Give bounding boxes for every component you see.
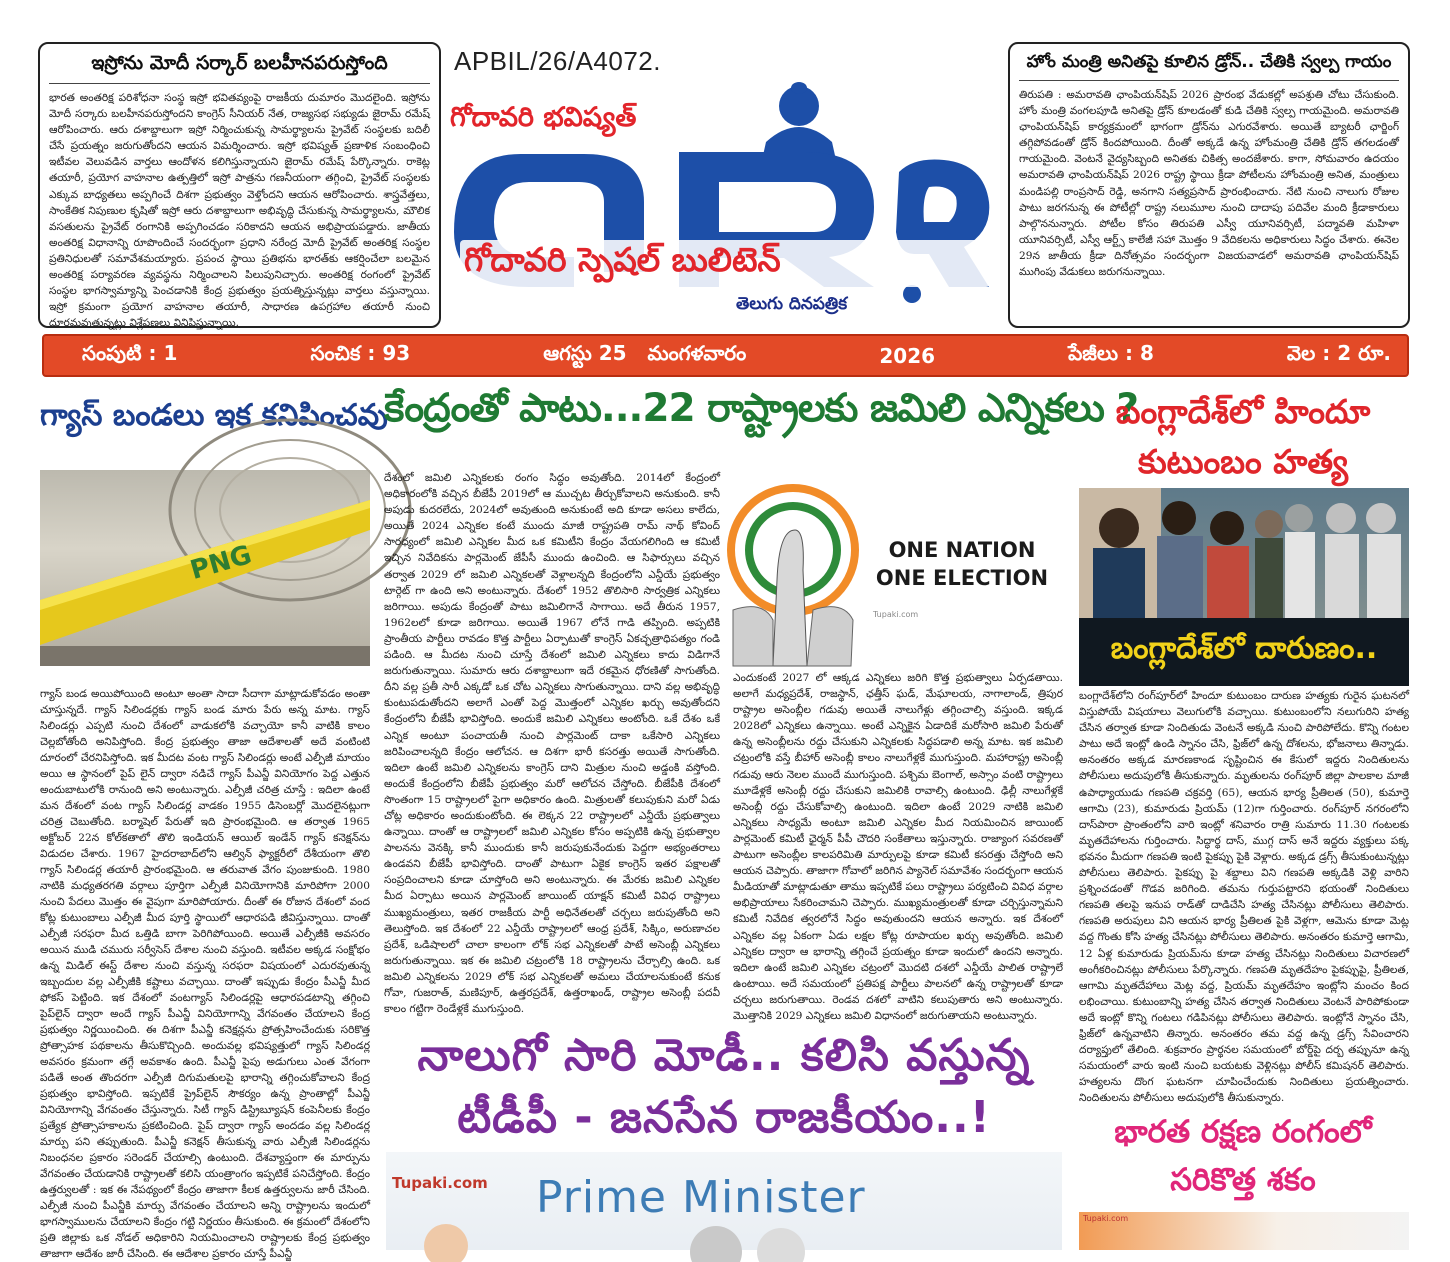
masthead-logo [444, 82, 1000, 324]
gas-article-body: గ్యాస్ బండ అయిపోయింది అంటూ అంతా సాదా సీదాగా మాట్లాడుకోవడం అంతా చూస్తున్నదే. గ్యాస్ సిలిండర్లకు గ్యాస్ బండ మారు పేరు అన్న మాట. గ్యాస్ సిలిండర్లు ఎప్పటి నుంచి దేశంలో వాడుకలోకి వచ్చాయో కానీ వాటికి కాలం చెల్లబోతోంది అనిపిస్తోంది. కేంద్ర ప్రభుత్వం తాజా ఆదేశాలతో అదే వంటింటి దూరంలో చేరనిపిస్తోంది. ఇక మీదట వంట గ్యాస్ సిలిండర్లు అంటే ఎల్పీజీ మాయం అయి ఆ స్థానంలో పైప్ లైన్ ద్వారా నడిచే గ్యాస్ పీఎన్జీ వినియోగం పెద్ద ఎత్తున అందుబాటులోకి రానుంది అని అంటున్నారు. ఎల్పీజీ చరిత్ర చూస్తే : ఇదిలా ఉంటే మన దేశంలో వంట గ్యాస్ సిలిండర్ల వాడకం 1955 డిసెంబర్లో మొదలైనట్లుగా చరిత్ర చెబుతోంది. బర్మాషెల్ పేరుతో ఇది ప్రారంభమైంది. ఆ తర్వాత 1965 అక్టోబర్ 22న కోల్‌కతాలో తొలి ఇండియన్ ఆయిల్ ఇండేన్ గ్యాస్ కనెక్షన్‌ను విడుదల చేశారు. 1967 హైదరాబాద్‌లోని ఆల్విన్ ఫ్యాక్టరీలో దేశీయంగా తొలి గ్యాస్ సిలిండర్ల తయారీ ప్రారంభమైంది. ఆ తరువాత వేగం పుంజుకుంది. 1980 నాటికి మధ్యతరగతి వర్గాలు పూర్తిగా ఎల్పీజీ వినియోగానికి మారిపోగా 2000 నుంచి పేదలు మొత్తం ఈ వైపుగా మారిపోయారు. దీంతో ఈ రోజున దేశంలో వంద కోట్ల కుటుంబాలు ఎల్పీజీ మీద పూర్తి స్థాయిలో ఆధారపడి జీవిస్తున్నాయి. దాంతో ఎల్పీజీ సరఫరా మీద ఒత్తిడి బాగా పెరిగిపోయింది. అయితే ఎల్పీజీకి అవసరం అయిన ముడి చమురు సర్వీసెస్ దేశాల నుంచి వస్తుంది. ఇటీవల అక్కడ సంక్షోభం ఉన్న మిడిల్ ఈస్ట్ దేశాల నుంచి వస్తున్న సరఫరా విషయంలో ఎదురవుతున్న ఇబ్బందుల వల్ల ఎల్పీజీకి కష్టాలు వచ్చాయి. దాంతో ఇప్పుడు కేంద్రం పీఎన్జీ మీద ఫోకస్ పెట్టింది. ఇక దేశంలో వంటగ్యాస్ సిలిండర్లపై ఆధారపడటాన్ని తగ్గించి పైప్‌లైన్ ద్వారా అందే గ్యాస్ పీఎన్జీ వినియోగాన్ని వేగవంతం చేయాలని కేంద్ర ప్రభుత్వం నిర్ణయించింది. ఈ దిశగా పీఎన్జీ కనెక్షన్లను ప్రోత్సహించేందుకు సరికొత్త ప్రోత్సాహక పథకాలను తీసుకొచ్చింది. అందువల్ల భవిష్యత్తులో గ్యాస్ సిలిండర్ల అవసరం క్రమంగా తగ్గే అవకాశం ఉంది. పీఎన్జీ పైపు అడుగులు ఎంత వేగంగా పడితే అంత తొందరగా ఎల్పీజీ దిగుమతులపై భారాన్ని తగ్గించుకోవాలని కేంద్ర ప్రభుత్వం భావిస్తోంది. ఇప్పటికే ప్రైప్‌లైన్ సౌకర్యం ఉన్న ప్రాంతాల్లో పీఎన్జీ వినియోగాన్ని వేగవంతం చేస్తున్నారు. సిటీ గ్యాస్ డిస్ట్రిబ్యూషన్ కంపెనీలకు కేంద్రం ప్రత్యేక ప్రోత్సాహకాలను ప్రకటించింది. పైప్ ద్వారా గ్యాస్ అందడం వల్ల సిలిండర్ల మార్పు పని తప్పుతుంది. పీఎన్జీ కనెక్షన్ తీసుకున్న వారు ఎల్పీజీ సిలిండర్లను నిబంధనల ప్రకారం సరెండర్ చేయాల్సి ఉంటుంది. దేశవ్యాప్తంగా ఈ మార్పును వేగవంతం చేయడానికి రాష్ట్రాలతో కలిసి యంత్రాంగం ఇప్పటికే పనిచేస్తోంది. కేంద్రం ఉత్తర్వులతో : ఇక ఈ నేపథ్యంలో కేంద్రం తాజాగా కీలక ఉత్తర్వులను జారీ చేసింది. ఎల్పీజీ నుంచి పీఎన్జీకి మార్పు వేగవంతం చేయాలని అన్ని రాష్ట్రాలను ఇందులో భాగస్వాములను చేయాలని కేంద్రం గట్టి నిర్ణయం తీసుకుంది. ఈ క్రమంలో దేశంలోని ప్రతి జిల్లాకు ఒక నోడల్ అధికారిని నియమించాలని రాష్ట్రాలకు కేంద్ర ప్రభుత్వం తాజాగా ఆదేశం జారీ చేసింది. ఈ ఆదేశాల ప్రకారం చూస్తే పీఎన్జీ [40, 688, 370, 1260]
bangladesh-article-body: బంగ్లాదేశ్‌లోని రంగ్‌పూర్‌లో హిందూ కుటుంబం దారుణ హత్యకు గురైన ఘటనలో విస్తుపోయే విషయాలు వెలుగులోకి వచ్చాయి. కుటుంబంలోని నలుగురిని హత్య చేసిన తర్వాత కూడా నిందితుడు వెంటనే అక్కడి నుంచి పారిపోలేదు. కొన్ని గంటల పాటు అదే ఇంట్లో ఉండి స్నానం చేసి, ఫ్రిజ్‌లో ఉన్న దోశలను, భోజనాలు తిన్నాడు. అనంతరం అక్కడ మారణకాండ సృష్టించిన ఈ కేసులో ఇద్దరు నిందితులను పోలీసులు అదుపులోకి తీసుకున్నారు. మృతులను రంగ్‌పూర్ జిల్లా పాలకాల మాజీ ఉపాధ్యాయుడు గణపతి చక్రవర్తి (65), ఆయన భార్య ప్రీతిలత (50), కుమార్తె ఆగామి (23), కుమారుడు ప్రియమ్ (12)గా గుర్తించారు. రంగ్‌పూర్ నగరంలోని దాస్‌పారా ప్రాంతంలోని వారి ఇంట్లో శనివారం రాత్రి సుమారు 11.30 గంటలకు మృతదేహాలను గుర్తించారు. సిద్ధార్థ దాస్, ముగ్గ దాస్ అనే ఇద్దరు వ్యక్తులు పక్క భవనం మీదుగా గణపతి ఇంటి పైకప్పు పైకి వెళ్లారు. అక్కడ డ్రగ్స్ తీసుకుంటున్నట్లు పోలీసులు తెలిపారు. పైకప్పు పై శబ్దాలు విని గణపతి అక్కడికి వెళ్లి వారిని ప్రశ్నించడంతో గొడవ జరిగింది. తమను గుర్తుపట్టారని భయంతో నిందితులు గణపతి తలపై ఇనుప రాడ్‌తో దాడిచేసి హత్య చేసినట్లు పోలీసులు తెలిపారు. గణపతి అరుపులు విని ఆయన భార్య ప్రీతిలత పైకి వెళ్లగా, ఆమెను కూడా మెట్ల వద్ద గొంతు కోసి హత్య చేసినట్లు పోలీసులు తెలిపారు. అనంతరం కుమార్తె ఆగామి, 12 ఏళ్ల కుమారుడు ప్రియమ్‌ను కూడా హత్య చేసినట్లు నిందితులు విచారణలో అంగీకరించినట్లు పోలీసులు పేర్కొన్నారు. గణపతి మృతదేహం పైకప్పుపై, ప్రీతిలత, ఆగామి మృతదేహాలు మెట్ల వద్ద, ప్రియమ్ మృతదేహం ఇంట్లోని మంచం కింద లభించాయి. కుటుంబాన్ని హత్య చేసిన తర్వాత నిందితులు వెంటనే పారిపోకుండా అదే ఇంట్లో కొన్ని గంటలు గడిపినట్లు పోలీసులు తెలిపారు. ఇంట్లోనే స్నానం చేసి, ఫ్రిజ్‌లో ఉన్నవాటిని తిన్నారు. అనంతరం తమ వద్ద ఉన్న డ్రగ్స్ సేవించారని దర్యాప్తులో తేలింది. శుక్రవారం ప్రార్థనల సమయంలో బోర్డ్‌పై దర్బ తప్పునూ ఉన్న సమయంలో వారు ఇంటి నుంచి బయటకు వెళ్లినట్లు పోలీస్ కమిషనర్ తెలిపారు. హత్యలను దొంగ ఘటనగా చూపించేందుకు నిందితులు ప్రయత్నించారు. నిందితులను పోలీసులు అదుపులోకి తీసుకున్నారు. [1079, 690, 1409, 1105]
drone-news-title: హోం మంత్రి అనితపై కూలిన డ్రోన్.. చేతికి స్వల్ప గాయం [1019, 52, 1399, 81]
one-nation-image [733, 470, 1063, 666]
date-label: ఆగస్టు 25 మంగళవారం [543, 341, 747, 365]
gas-headline: గ్యాస్ బండలు ఇక కనిపించవు [40, 398, 388, 433]
jamili-col1: దేశంలో జమిలి ఎన్నికలకు రంగం సిద్ధం అవుతోంది. 2014లో కేంద్రంలో అధికారంలోకి వచ్చిన బీజేపీ 2019లో ఆ ముచ్చట తీర్చుకోవాలని అనుకుంది. కానీ అపుడు కుదరలేదు, 2024లో అవుతుంది అనుకుంటే అది కూడా అసలు కాలేదు, అయితే 2024 ఎన్నికల కంటే ముందు మాజీ రాష్ట్రపతి రామ్ నాథ్ కోవింద్ సారధ్యంలో జమిలి ఎన్నికల మీద ఒక కమిటీని కేంద్రం వేయగలిగింది ఆ కమిటీ ఇచ్చిన నివేదికను పార్లమెంట్ జేపీసీ ముందు ఉంచింది. ఆ సిఫార్సులు వచ్చిన తర్వాత 2029 లో జమిలి ఎన్నికలతో వెళ్లాలన్నది కేంద్రంలోని ఎన్డీయే ప్రభుత్వం టార్గెట్ గా ఉంది అని అంటున్నారు. దేశంలో 1952 తొలిసారి సార్వత్రిక ఎన్నికలు జరిగాయి. అపుడు కేంద్రంతో పాటు జమిలిగానే సాగాయి. అదే తీరున 1957, 1962లలో కూడా జరిగాయి. అయితే 1967 లోనే గాడి తప్పింది. అప్పటికి ప్రాంతీయ పార్టీలు రావడం కొత్త పార్టీలు ఏర్పాటుతో కాంగ్రెస్ ఏకచ్ఛత్రాధిపత్యం గండి పడింది. ఆ మీదట నుంచి చూస్తే దేశంలో జమిలి ఎన్నికలు కాదు విడిగానే జరుగుతున్నాయి. సుమారు ఆరు దశాబ్దాలుగా ఇదే రకమైన ధోరణితో సాగుతోంది. దీని వల్ల ప్రతీ సారీ ఎక్కడో ఒక చోట ఎన్నికలు సాగుతున్నాయి. దాని వల్ల అభివృద్ధి కుంటుపడుతోందని అలాగే ఎంతో పెద్ద మొత్తంలో ఎన్నికల ఖర్చు అవుతోందని కేంద్రంలోని బీజేపీ భావిస్తోంది. అందుకే జమిలి ఎన్నికలు అంటోంది. ఒకే దేశం ఒకే ఎన్నిక అంటూ పంచాయతీ నుంచి పార్లమెంట్ దాకా ఒకేసారి ఎన్నికలు జరిపించాలన్నది కేంద్రం ఆలోచన. ఆ దిశగా భారీ కసరత్తు అయితే సాగుతోంది. ఇదిలా ఉంటే జమిలి ఎన్నికలను కాంగ్రెస్ దాని మిత్రుల నుంచి అడ్డంకి వస్తోంది. అందుకే కేంద్రంలోని బీజేపీ ప్రభుత్వం మరో ఆలోచన చేస్తోంది. బీజేపీకి దేశంలో సొంతంగా 15 రాష్ట్రాలలో పైగా అధికారం ఉంది. మిత్రులతో కలుపుకుని మరో ఏడు చోట్ల అధికారం అందుకుంటోంది. ఈ లెక్కన 22 రాష్ట్రాలలో ఎన్డీయే ప్రభుత్వాలు ఉన్నాయి. దాంతో ఆ రాష్ట్రాలలో జమిలి ఎన్నికల కోసం అప్పటికి ఉన్న ప్రభుత్వాల పాలనను వెనక్కి కానీ ముందుకు కానీ జరుపుకునేందుకు పెద్దగా అభ్యంతరాలు ఉండవని బీజేపీ భావిస్తోంది. దాంతో పాటుగా ఏకైక కాంగ్రెస్ ఇతర పక్షాలతో సంప్రదించాలని కూడా చూస్తోంది అని అంటున్నారు. ఈ మేరకు జమిలి ఎన్నికల మీద ఏర్పాటు అయిన పార్లమెంట్ జాయింట్ యాక్షన్ కమిటీ వివిధ రాష్ట్రాలు ముఖ్యమంత్రులు, ఇతర రాజకీయ పార్టీ అధినేతలతో చర్చలు జరుపుతోంది అని తెలుస్తోంది. ఇక దేశంలో 22 ఎన్డీయే రాష్ట్రాలలో ఆంధ్ర ప్రదేశ్, సిక్కిం, అరుణాచల ప్రదేశ్, ఒడిషాలలో చాలా కాలంగా లోక్ సభ ఎన్నికలతో పాటే అసెంబ్లీ ఎన్నికలు జరుగుతున్నాయి. ఇక ఈ జమిలి చట్రంలోకి 18 రాష్ట్రాలను చేర్చాల్సి ఉంది. ఒక జమిలి ఎన్నికలను 2029 లోక్ సభ ఎన్నికలతో అమలు చేయాలనుకుంటే కనుక గోవా, గుజరాత్, మణిపూర్, ఉత్తరప్రదేశ్, ఉత్తరాఖండ్, రాష్ట్రాల అసెంబ్లీ పదవీ కాలం గట్టిగా రెండేళ్లకే ముగుస్తుంది. [384, 472, 720, 1016]
modi-headline-line2: టీడీపీ - జనసేన రాజకీయం..! [457, 1092, 991, 1143]
tupaki-watermark: Tupaki.com [392, 1174, 488, 1192]
masthead-top-line: గోదావరి భవిష్యత్ [450, 102, 637, 133]
jamili-col2: ఎందుకంటే 2027 లో ఆక్కడ ఎన్నికలు జరిగి కొత్త ప్రభుత్వాలు ఏర్పడతాయి. అలాగే మధ్యప్రదేశ్, రాజస్థాన్, ఛత్తీస్ ఘడ్, మేఘాలయ, నాగాలాండ్, త్రిపుర రాష్ట్రాల అసెంబ్లీల గడువు అయితే నాలుగేళ్లు తగ్గించాల్సి వస్తుంది. ఇక్కడ 2028లో ఎన్నికలు ఉన్నాయి. అంటే ఎన్నికైన ఏడాదికే మరోసారి జమిలి పేరుతో ఉన్న అసెంబ్లీలను రద్దు చేసుకుని ఎన్నికలకు సిద్ధపడాలి అన్న మాట. ఇక జమిలి చట్రంలోకి వస్తే బీహార్ అసెంబ్లీ కాలం నాలుగేళ్లకే ముగుస్తుంది. మహారాష్ట్ర అసెంబ్లీ గడువు ఆరు నెలల ముందే ముగుస్తుంది. పశ్చిమ బెంగాల్, అస్సాం వంటి రాష్ట్రాలు మూడేళ్లకే అసెంబ్లీ రద్దు చేసుకుని జమిలికి రావాల్సి ఉంటుంది. ఢిల్లీ నాలుగేళ్లకే అసెంబ్లీ రద్దు చేసుకోవాల్సి ఉంటుంది. ఇదిలా ఉంటే 2029 నాటికి జమిలి ఎన్నికలు సాధ్యమే అంటూ జమిలి ఎన్నికల మీద నియమించిన జాయింట్ పార్లమెంట్ కమిటీ ఛైర్మన్ పీపీ చౌదరి సంకేతాలు ఇస్తున్నారు. రాజ్యాంగ సవరణతో పాటుగా అసెంబ్లీల కాలపరిమితి మార్పులపై కూడా కమిటీ కసరత్తు చేస్తోంది అని ఆయన చెప్పారు. తాజాగా గోవాలో జరిగిన ప్యానెల్ సమావేశం సందర్భంగా ఆయన మీడియాతో మాట్లాడుతూ తాము ఇప్పటికే పలు రాష్ట్రాలు పర్యటించి వివిధ వర్గాల అభిప్రాయాలు సేకరించామని చెప్పారు. ముఖ్యమంత్రులతో కూడా చర్చిస్తున్నామని కమిటీ నివేదిక త్వరలోనే సిద్ధం అవుతుందని ఆయన అన్నారు. ఇక దేశంలో ఎన్నికల వల్ల ఏకంగా ఏడు లక్షల కోట్ల రూపాయల ఖర్చు అవుతోంది. జమిలి ఎన్నికల ద్వారా ఆ భారాన్ని తగ్గించే ప్రయత్నం కూడా ఇందులో ఉందని అన్నారు. ఇదిలా ఉంటే జమిలి ఎన్నికల చట్రంలో మొదటి దశలో ఎన్డీయే పాలిత రాష్ట్రాలే ఉంటాయి. అదే సమయంలో ప్రతిపక్ష పార్టీలు పాలనలో ఉన్న రాష్ట్రాలతో కూడా చర్చలు జరుగుతాయి. రెండవ దశలో వాటిని కలుపుతారు అని అంటున్నారు. మొత్తానికి 2029 ఎన్నికలు జమిలి విధానంలో జరుగుతాయని అంటున్నారు. [733, 672, 1063, 1022]
image-watermark: Tupaki.com [873, 610, 919, 619]
bangladesh-headline-2: కుటుంబం హత్య [1138, 442, 1348, 481]
prime-minister-image [386, 1152, 1062, 1250]
masthead-subtitle: గోదావరి స్పెషల్ బులిటెన్ [460, 240, 990, 287]
bangladesh-headline-1: బంగ్లాదేశ్‌లో హిందూ [1115, 392, 1371, 431]
masthead-tagline: తెలుగు దినపత్రిక [732, 294, 851, 318]
issue-info-bar [42, 334, 1409, 377]
png-pipe-label: PNG [187, 540, 256, 586]
year-label: 2026 [879, 343, 936, 368]
price-label: వెల : 2 రూ. [1286, 341, 1391, 365]
pages-label: పేజీలు : 8 [1068, 341, 1154, 365]
modi-headline-line1: నాలుగో సారి మోడీ.. కలిసి వస్తున్న [417, 1030, 1031, 1081]
isro-news-box [38, 42, 441, 328]
masthead-name: వా [458, 162, 459, 163]
bangladesh-family-image [1079, 488, 1409, 686]
defence-image [1079, 1212, 1409, 1250]
defence-headline-1: భారత రక్షణ రంగంలో [1114, 1114, 1372, 1150]
issue-label: సంచిక : 93 [310, 341, 411, 365]
isro-news-body: భారత అంతరిక్ష పరిశోధనా సంస్థ ఇస్రో భవితవ్యంపై రాజకీయ దుమారం మొదలైంది. ఇస్రోను మోదీ సర్కారు బలహీనపరుస్తోందని కాంగ్రెస్ సీనియర్ నేత, రాజ్యసభ సభ్యుడు జైరామ్ రమేష్ ఆరోపించారు. ఆరు దశాబ్దాలుగా ఇస్రో నిర్మించుకున్న సామర్థ్యాలను ప్రైవేట్ సంస్థలకు బదిలీ చేసే ప్రయత్నం జరుగుతోందని ఆయన విమర్శించారు. ఇస్రో భవిష్యత్ ప్రణాళిక సంబంధించి ఇటీవల వెలువడిన వార్తలు ఆందోళన కలిగిస్తున్నాయని జైరామ్ రమేష్ పేర్కొన్నారు. రాకెట్ల తయారీ, ప్రయోగ వాహనాల ఉత్పత్తిలో ఇస్రో పాత్రను గణనీయంగా తగ్గించి, ప్రైవేట్ సంస్థలకు ఎక్కువ బాధ్యతలు అప్పగించే దిశగా ప్రభుత్వం వెళ్తోందని ఆయన ఆరోపించారు. శాస్త్రవేత్తలు, సాంకేతిక నిపుణుల కృషితో ఇస్రో ఆరు దశాబ్దాలుగా అభివృద్ధి చేసుకున్న సామర్థ్యాలను, మౌలిక వసతులను ప్రైవేట్ రంగానికి అప్పగించడం సరికాదని ఆయన అభిప్రాయపడ్డారు. జాతీయ అంతరిక్ష విధానాన్ని రూపొందించే సందర్భంగా ప్రధాని నరేంద్ర మోదీ ప్రైవేట్ అంతరిక్ష సంస్థల ప్రతినిధులతో సమావేశమయ్యారు. ప్రపంచ స్థాయి ప్రతిభను భారత్‌కు ఆకర్షించేలా బలమైన అంతరిక్ష పర్యావరణ వ్యవస్థను నిర్మించాలని పిలుపునిచ్చారు. అంతరిక్ష రంగంలో ప్రైవేట్ సంస్థల భాగస్వామ్యాన్ని పెంచడానికి కేంద్ర ప్రభుత్వం ప్రయత్నిస్తున్నట్లు వార్తలు వస్తున్నాయి. ఇస్రో క్రమంగా ప్రయోగ వాహనాల తయారీ, సాధారణ ఉపగ్రహాల తయారీ నుంచి దూరమవుతున్నట్లు విశ్లేషణలు వినిపిస్తున్నాయి. [49, 92, 430, 330]
isro-news-title: ఇస్రోను మోదీ సర్కార్ బలహీనపరుస్తోంది [49, 52, 430, 84]
registration-number: APBIL/26/A4072. [454, 46, 661, 76]
drone-news-box [1008, 42, 1410, 328]
volume-label: సంపుటి : 1 [82, 341, 178, 365]
gas-pipeline-image [40, 470, 370, 666]
jamili-headline: కేంద్రంతో పాటు...22 రాష్ట్రాలకు జమిలి ఎన్నికలు ? [384, 386, 1139, 431]
drone-news-body: తిరుపతి : అమరావతి ఛాంపియన్‌షిప్ 2026 ప్రారంభ వేడుకల్లో అపశ్రుతి చోటు చేసుకుంది. హోం మంత్రి వంగలపూడి అనితపై డ్రోన్ కూలడంతో కుడి చేతికి స్వల్ప గాయమైంది. అమరావతి ఛాంపియన్‌షిప్ కార్యక్రమంలో భాగంగా డ్రోన్‌ను ఎగురవేశారు. అయితే బ్యాటరీ ఛార్జింగ్ తగ్గిపోవడంతో డ్రోన్ కిందపోయింది. దీంతో అక్కడే ఉన్న హోంమంత్రి చేతికి డ్రోన్ తగలడంతో గాయమైంది. వెంటనే వైద్యసిబ్బంది అనితకు చికిత్స అందజేశారు. కాగా, సోమవారం ఉదయం అమరావతి ఛాంపియన్‌షిప్ 2026 రాష్ట్ర స్థాయి క్రీడా పోటీలను హోంమంత్రి అనిత, మంత్రులు మండిపల్లి రాంప్రసాద్ రెడ్డి, అనగాని సత్యప్రసాద్ ప్రారంభించారు. నేటి నుంచి నాలుగు రోజుల పాటు జరగనున్న ఈ పోటీల్లో రాష్ట్ర నలుమూల నుంచి దాదాపు పదివేల మంది క్రీడాకారులు పాల్గొననున్నారు. పోటీల కోసం తిరుపతి ఎస్వీ యూనివర్సిటీ, పద్మావతి మహిళా యూనివర్సిటీ, ఎస్వీ ఆర్ట్స్ కాలేజీ సహా మొత్తం 9 వేదికలను అధికారులు సిద్ధం చేశారు. ఈనెల 29న జాతీయ క్రీడా దినోత్సవం సందర్భంగా విజయవాడలో అమరావతి ఛాంపియన్‌షిప్ ముగింపు వేడుకలు జరుగనున్నాయి. [1019, 89, 1399, 279]
defence-watermark: Tupaki.com [1083, 1214, 1129, 1223]
bangladesh-banner: బంగ్లాదేశ్‌లో దారుణం.. [1079, 618, 1409, 686]
defence-headline-2: సరికొత్త శకం [1170, 1162, 1316, 1198]
prime-minister-text: Prime Minister [536, 1172, 866, 1223]
one-nation-text: ONE NATION ONE ELECTION [875, 538, 1049, 590]
crowd-icon [386, 1152, 1062, 1250]
